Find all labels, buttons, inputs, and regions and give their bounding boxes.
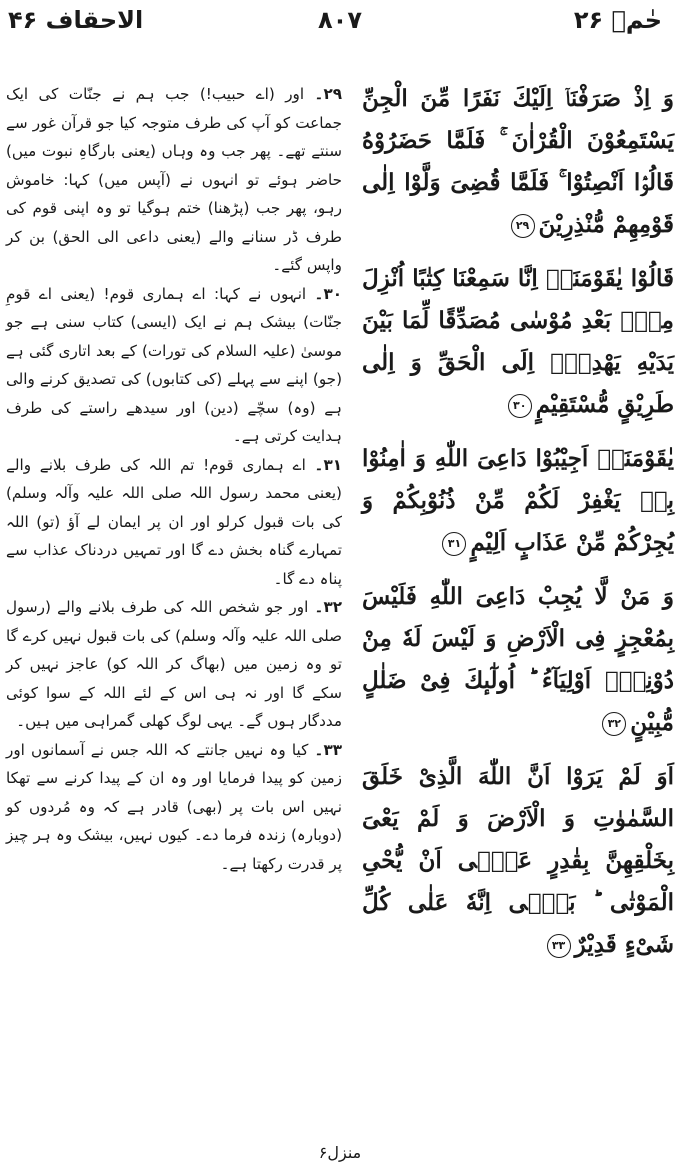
arabic-verse	[362, 756, 674, 966]
verse-number: ۳۳۔	[314, 740, 342, 759]
surah-name: الاحقاف ۴۶	[8, 6, 144, 34]
translation-paragraph	[6, 451, 342, 594]
arabic-verse	[362, 438, 674, 564]
verse-number: ۲۹۔	[314, 85, 342, 103]
arabic-verse	[362, 78, 674, 246]
translation-paragraph	[6, 80, 342, 280]
manzil-footer: منزل۶	[318, 1143, 362, 1162]
translation-text: کیا وہ نہیں جانتے کہ اللہ جس نے آسمانوں اور زمین کو پیدا فرمایا اور وہ ان کے پیدا کرنے سے تھکا نہیں اس بات پر (بھی) قادر ہے کہ وہ مُردوں کو (دوبارہ) زندہ فرما دے۔ کیوں نہیں، بیشک وہ ہر چیز پر قدرت رکھتا ہے۔	[6, 740, 342, 873]
translation-text: انہوں نے کہا: اے ہماری قوم! (یعنی اے قومِ جنّات) بیشک ہم نے ایک (ایسی) کتاب سنی ہے جو موسیٰ (علیہ السلام کی تورات) کے بعد اتاری گئی ہے (جو) اپنے سے پہلے (کی کتابوں) کی تصدیق کرنے والی ہے (وہ) سچّے (دین) اور سیدھے راستے کی طرف ہدایت کرتی ہے۔	[6, 284, 342, 445]
ayah-number-marker: ۳۰	[508, 394, 532, 418]
translation-paragraph	[6, 593, 342, 736]
arabic-verse-text: وَ اِذْ صَرَفْنَاۤ اِلَیْكَ نَفَرًا مِّنَ الْجِنِّ یَسْتَمِعُوْنَ الْقُرْاٰنَ ۚ فَلَمَّا حَضَرُوْهُ قَالُوْۤا اَنْصِتُوْا ۚ فَلَمَّا قُضِیَ وَلَّوْا اِلٰى قَوْمِهِمْ مُّنْذِرِیْنَ	[362, 85, 674, 238]
arabic-verse-text: اَوَ لَمْ یَرَوْا اَنَّ اللّٰهَ الَّذِیْ خَلَقَ السَّمٰوٰتِ وَ الْاَرْضَ وَ لَمْ یَعْیَ بِخَلْقِهِنَّ بِقٰدِرٍ عَلٰۤى اَنْ یُّحْیِ الْمَوْتٰى ؕ بَلٰۤى اِنَّهٗ عَلٰى كُلِّ شَیْءٍ قَدِیْرٌ	[362, 763, 674, 958]
verse-number: ۳۰۔	[314, 284, 342, 303]
arabic-verse	[362, 258, 674, 426]
arabic-verse-text: قَالُوْا یٰقَوْمَنَاۤ اِنَّا سَمِعْنَا كِتٰبًا اُنْزِلَ مِنْۢ بَعْدِ مُوْسٰى مُصَدِّقًا لِّمَا بَیْنَ یَدَیْهِ یَهْدِیْۤ اِلَى الْحَقِّ وَ اِلٰى طَرِیْقٍ مُّسْتَقِیْمٍ	[362, 265, 674, 418]
translation-text: اور (اے حبیب!) جب ہم نے جنّات کی ایک جماعت کو آپ کی طرف متوجہ کیا جو قرآن غور سے سنتے تھے۔ پھر جب وہ وہاں (یعنی بارگاہِ نبوت میں) حاضر ہوئے تو انہوں نے (آپس میں) کہا: خاموش رہو، پھر جب (پڑھنا) ختم ہوگیا تو وہ اپنی قوم کی طرف ڈر سنانے والے (یعنی داعی الی الحق) بن کر واپس گئے۔	[6, 85, 342, 274]
page-header	[0, 6, 680, 46]
translation-text: اے ہماری قوم! تم اللہ کی طرف بلانے والے (یعنی محمد رسول اللہ صلی اللہ علیہ وآلہ وسلم) کی بات قبول کرلو اور ان پر ایمان لے آؤ (تو) اللہ تمہارے گناہ بخش دے گا اور تمہیں دردناک عذاب سے پناہ دے گا۔	[6, 455, 342, 588]
translation-text: اور جو شخص اللہ کی طرف بلانے والے (رسول صلی اللہ علیہ وآلہ وسلم) کی بات قبول نہیں کرے گا تو وہ زمین میں (بھاگ کر اللہ کو) عاجز نہیں کر سکے گا اور نہ ہی اس کے لئے اللہ کے سوا کوئی مددگار ہوں گے۔ یہی لوگ کھلی گمراہی میں ہیں۔	[6, 598, 342, 730]
arabic-column	[362, 78, 674, 978]
page-number: ۸۰۷	[318, 6, 362, 34]
translation-paragraph	[6, 736, 342, 879]
para-name: حٰمۤ ۲۶	[573, 6, 662, 34]
translation-paragraph	[6, 280, 342, 451]
urdu-translation-column	[6, 80, 342, 878]
ayah-number-marker: ۳۱	[442, 532, 466, 556]
arabic-verse-text: یٰقَوْمَنَاۤ اَجِیْبُوْا دَاعِیَ اللّٰهِ وَ اٰمِنُوْا بِهٖ یَغْفِرْ لَكُمْ مِّنْ ذُنُوْبِكُمْ وَ یُجِرْكُمْ مِّنْ عَذَابٍ اَلِیْمٍ	[362, 445, 674, 556]
verse-number: ۳۲۔	[314, 598, 342, 616]
ayah-number-marker: ۲۹	[511, 214, 535, 238]
arabic-verse-text: وَ مَنْ لَّا یُجِبْ دَاعِیَ اللّٰهِ فَلَیْسَ بِمُعْجِزٍ فِی الْاَرْضِ وَ لَیْسَ لَهٗ مِنْ دُوْنِهٖۤ اَوْلِیَآءُ ؕ اُولٰٓىٕكَ فِیْ ضَلٰلٍ مُّبِیْنٍ	[362, 583, 674, 736]
ayah-number-marker: ۳۳	[547, 934, 571, 958]
verse-number: ۳۱۔	[314, 455, 342, 474]
ayah-number-marker: ۳۲	[602, 712, 626, 736]
arabic-verse	[362, 576, 674, 744]
